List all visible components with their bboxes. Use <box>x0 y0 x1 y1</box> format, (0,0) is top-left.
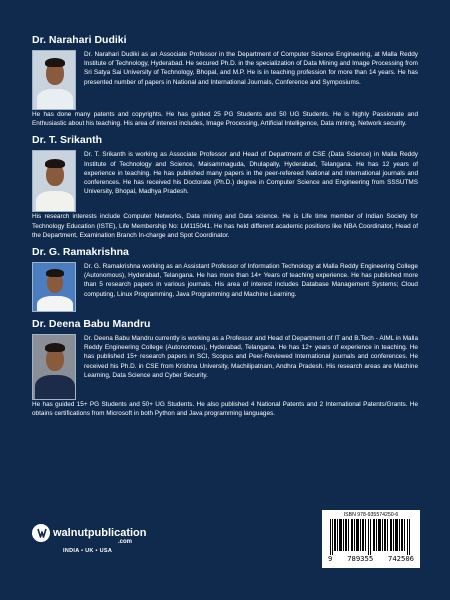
author-photo <box>32 150 76 212</box>
author-bio-extra: He has guided 15+ PG Students and 50+ UG Students. He also published 4 National Patents and 2 International Patents/Grants. He obtains certifications from Microsoft in both Python and Java programming languages. <box>32 401 418 418</box>
author-body <box>32 334 418 400</box>
walnut-logo-icon <box>32 524 50 542</box>
barcode-digit-group-left: 789355 <box>347 554 374 563</box>
author-name: Dr. G. Ramakrishna <box>32 246 129 259</box>
barcode-icon <box>328 519 414 555</box>
author-bio: Dr. T. Srikanth is working as Associate Professor and Head of Department of CSE (Data Science) in Malla Reddy Institute of Technology and Science, Maisammaguda, Dhulapally, Hyderabad, Telangana. He has 12 years of experience in teaching. He has published many papers in the peer-refereed National and International journals and conferences. He has received his Doctorate (Ph.D.) degree in Computer Science and Engineering from SSSUTMS University, Bhopal, Madhya Pradesh. <box>84 151 418 196</box>
publisher-logo <box>32 524 147 545</box>
publisher-regions: INDIA • UK • USA <box>63 548 113 554</box>
barcode-digit-prefix: 9 <box>328 554 333 563</box>
author-bio: Dr. Deena Babu Mandru currently is working as a Professor and Head of Department of IT and B.Tech - AIML in Malla Reddy Engineering College (Autonomous), Hyderabad, Telangana. He has 12+ years of experience in teaching. He has published 15+ research papers in SCI, Scopus and Peer-Reviewed International journals and conferences. He received his Ph.D. in CSE from Krishna University, Machilipatnam, Andhra Pradesh. His research areas are Machine Learning, Data Science and Cyber Security. <box>84 335 418 379</box>
author-name: Dr. Narahari Dudiki <box>32 34 127 46</box>
publisher-name: walnutpublication <box>53 527 147 539</box>
barcode-digits <box>326 555 416 563</box>
author-body <box>32 50 418 110</box>
author-name: Dr. T. Srikanth <box>32 134 103 147</box>
author-body <box>32 150 418 212</box>
author-photo <box>32 50 76 110</box>
author-section <box>32 34 418 128</box>
publisher-tld: .com <box>118 539 133 545</box>
author-body <box>32 262 418 312</box>
isbn-barcode <box>322 510 420 568</box>
barcode-digit-group-right: 742506 <box>388 554 414 563</box>
author-section <box>32 134 418 240</box>
author-section <box>32 318 418 418</box>
author-bio: Dr. Narahari Dudiki as an Associate Professor in the Department of Computer Science Engineering, at Malla Reddy Institute of Technology, Hyderabad. He secured Ph.D. in the specialization of Data Mining and Image Processing from Sri Satya Sai University of Technology, Bhopal, and M.P. He is in teaching profession for more than 14 years. He has presented number of papers in National and International Journals, Conference and Symposiums. <box>84 51 418 86</box>
author-photo <box>32 334 76 400</box>
author-bio-extra: He has done many patents and copyrights. He has guided 25 PG Students and 50 UG Students. He is highly Passionate and Enthusiastic about his teaching. His area of interest includes, Image Processing, Artificial Intelligence, Data mining, Network security. <box>32 111 418 128</box>
author-name: Dr. Deena Babu Mandru <box>32 318 151 331</box>
author-section <box>32 246 418 312</box>
isbn-number: ISBN 978-935574250-6 <box>343 512 399 518</box>
author-photo <box>32 262 76 312</box>
author-bio: Dr. G. Ramakrishna working as an Assistant Professor of Information Technology at Malla Reddy Engineering College (Autonomous), Hyderabad, Telangana. He has more than 14+ Years of teaching experience. He has published more than 5 research papers in various journals. His area of interest includes Database Management Systems; Cloud computing, Linux Programming, Java Programming and Machine Learning. <box>84 263 418 298</box>
author-bio-extra: His research interests include Computer Networks, Data mining and Data science. He is Life time member of Indian Society for Technology Education (ISTE), Life Membership No: LM115041. He has held different academic positions like NBA Coordinator, Head of the Department, Examination Branch In-charge and Spot Coordinator. <box>32 213 418 239</box>
